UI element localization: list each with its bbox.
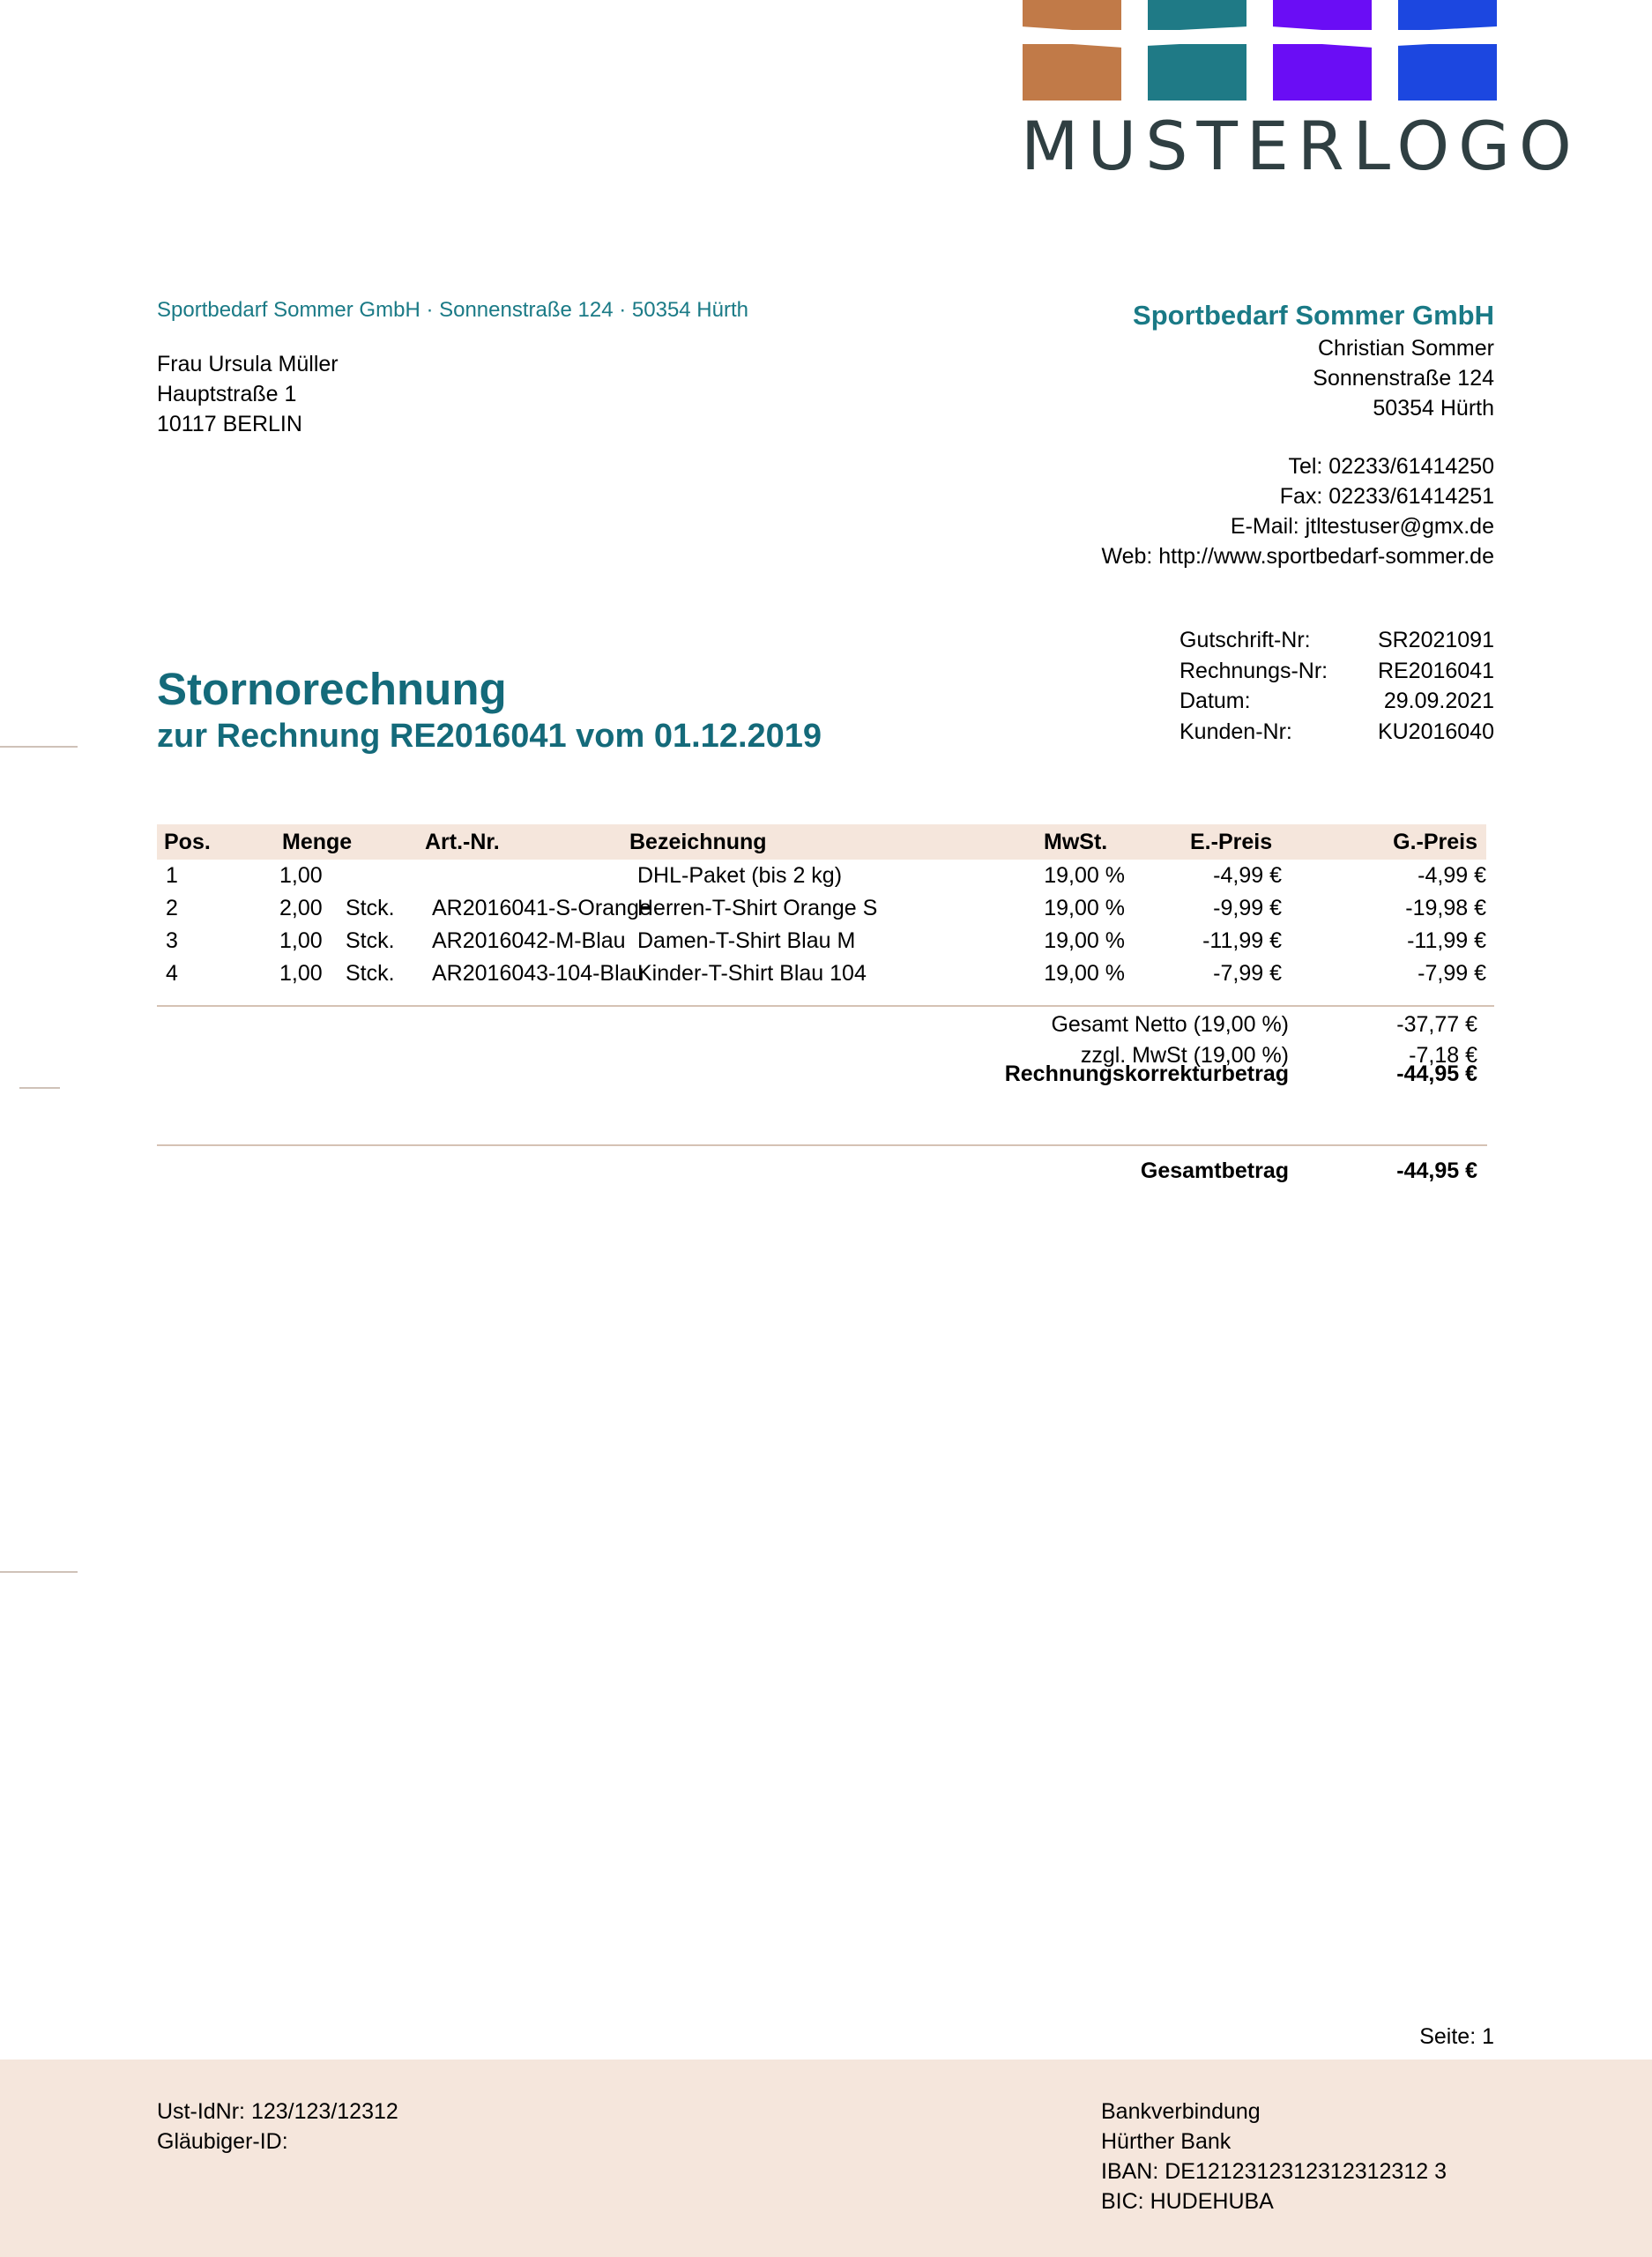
col-mwst: MwSt. bbox=[1044, 830, 1108, 854]
col-artnr: Art.-Nr. bbox=[425, 830, 500, 854]
cell-epreis: -9,99 € bbox=[1213, 896, 1282, 920]
page-footer bbox=[0, 2060, 1652, 2257]
table-row bbox=[157, 860, 1486, 892]
meta-label: Gutschrift-Nr: bbox=[1179, 628, 1311, 652]
logo-graphic-icon bbox=[1021, 0, 1497, 106]
cell-artnr: AR2016043-104-Blau bbox=[432, 961, 644, 986]
cell-bezeichnung: Damen-T-Shirt Blau M bbox=[637, 928, 856, 953]
cell-menge: 1,00 bbox=[279, 863, 323, 888]
company-contact: Christian Sommer bbox=[1317, 336, 1494, 361]
total-korrektur-value: -44,95 € bbox=[1396, 1061, 1477, 1086]
meta-rechnung bbox=[1179, 656, 1494, 687]
footer-bic: BIC: HUDEHUBA bbox=[1101, 2189, 1274, 2214]
cell-artnr: AR2016042-M-Blau bbox=[432, 928, 626, 953]
document-meta bbox=[1179, 625, 1494, 747]
cell-einheit: Stck. bbox=[346, 961, 395, 986]
recipient-city: 10117 BERLIN bbox=[157, 412, 302, 436]
cell-artnr: AR2016041-S-Orange bbox=[432, 896, 651, 920]
meta-value: KU2016040 bbox=[1377, 719, 1494, 744]
company-fax: Fax: 02233/61414251 bbox=[1279, 484, 1494, 509]
recipient-address bbox=[157, 349, 339, 439]
cell-epreis: -4,99 € bbox=[1213, 863, 1282, 888]
cell-epreis: -11,99 € bbox=[1202, 928, 1282, 953]
col-bezeichnung: Bezeichnung bbox=[629, 830, 767, 854]
footer-bank-info bbox=[1101, 2097, 1447, 2216]
cell-pos: 2 bbox=[166, 896, 178, 920]
col-gpreis: G.-Preis bbox=[1393, 830, 1477, 854]
punch-mark bbox=[19, 1087, 60, 1089]
company-info bbox=[1101, 298, 1494, 571]
total-gesamt-label: Gesamtbetrag bbox=[1140, 1158, 1289, 1183]
meta-datum bbox=[1179, 686, 1494, 717]
total-korrektur-label: Rechnungskorrekturbetrag bbox=[1004, 1061, 1289, 1086]
total-gesamt-value: -44,95 € bbox=[1396, 1158, 1477, 1183]
cell-mwst: 19,00 % bbox=[1044, 961, 1125, 986]
col-menge: Menge bbox=[282, 830, 353, 854]
footer-tax-info bbox=[157, 2097, 398, 2156]
company-logo bbox=[1021, 0, 1581, 185]
company-tel: Tel: 02233/61414250 bbox=[1288, 454, 1494, 479]
cell-menge: 2,00 bbox=[279, 896, 323, 920]
company-email: E-Mail: jtltestuser@gmx.de bbox=[1230, 514, 1494, 539]
col-epreis: E.-Preis bbox=[1190, 830, 1273, 854]
cell-pos: 3 bbox=[166, 928, 178, 953]
meta-gutschrift bbox=[1179, 625, 1494, 656]
logo-text: MUSTERLOGO bbox=[1021, 107, 1581, 185]
cell-epreis: -7,99 € bbox=[1213, 961, 1282, 986]
cell-bezeichnung: DHL-Paket (bis 2 kg) bbox=[637, 863, 843, 888]
cell-bezeichnung: Kinder-T-Shirt Blau 104 bbox=[637, 961, 867, 986]
cell-gpreis: -11,99 € bbox=[1407, 928, 1486, 953]
cell-gpreis: -19,98 € bbox=[1405, 896, 1486, 920]
cell-pos: 4 bbox=[166, 961, 178, 986]
company-web: Web: http://www.sportbedarf-sommer.de bbox=[1101, 544, 1494, 569]
document-title: Stornorechnung bbox=[157, 664, 507, 714]
total-netto-value: -37,77 € bbox=[1396, 1012, 1477, 1037]
table-divider bbox=[157, 1005, 1494, 1007]
totals-divider bbox=[157, 1144, 1487, 1146]
footer-bank-title: Bankverbindung bbox=[1101, 2099, 1261, 2124]
footer-glaeubiger: Gläubiger-ID: bbox=[157, 2129, 288, 2154]
meta-kunde bbox=[1179, 717, 1494, 748]
cell-menge: 1,00 bbox=[279, 961, 323, 986]
cell-mwst: 19,00 % bbox=[1044, 928, 1125, 953]
sender-return-address: Sportbedarf Sommer GmbH · Sonnenstraße 124 · 50354 Hürth bbox=[157, 298, 748, 322]
cell-bezeichnung: Herren-T-Shirt Orange S bbox=[637, 896, 878, 920]
cell-mwst: 19,00 % bbox=[1044, 896, 1125, 920]
recipient-street: Hauptstraße 1 bbox=[157, 382, 297, 406]
col-pos: Pos. bbox=[164, 830, 211, 854]
cell-menge: 1,00 bbox=[279, 928, 323, 953]
meta-label: Kunden-Nr: bbox=[1179, 719, 1292, 744]
meta-label: Rechnungs-Nr: bbox=[1179, 658, 1328, 683]
document-subtitle: zur Rechnung RE2016041 vom 01.12.2019 bbox=[157, 718, 822, 755]
cell-pos: 1 bbox=[166, 863, 178, 888]
cell-gpreis: -4,99 € bbox=[1418, 863, 1486, 888]
fold-mark-top bbox=[0, 746, 78, 748]
table-row bbox=[157, 892, 1486, 925]
total-mwst-value: -7,18 € bbox=[1409, 1043, 1477, 1068]
table-row bbox=[157, 925, 1486, 957]
footer-ust: Ust-IdNr: 123/123/12312 bbox=[157, 2099, 398, 2124]
cell-einheit: Stck. bbox=[346, 928, 395, 953]
cell-einheit: Stck. bbox=[346, 896, 395, 920]
recipient-name: Frau Ursula Müller bbox=[157, 352, 339, 376]
company-name: Sportbedarf Sommer GmbH bbox=[1133, 300, 1494, 331]
footer-bank-name: Hürther Bank bbox=[1101, 2129, 1232, 2154]
table-body bbox=[157, 860, 1486, 990]
meta-label: Datum: bbox=[1179, 689, 1251, 713]
meta-value: 29.09.2021 bbox=[1383, 689, 1494, 713]
fold-mark-bottom bbox=[0, 1571, 78, 1573]
cell-gpreis: -7,99 € bbox=[1418, 961, 1486, 986]
meta-value: SR2021091 bbox=[1377, 628, 1494, 652]
table-header bbox=[157, 824, 1486, 860]
table-row bbox=[157, 957, 1486, 990]
footer-iban: IBAN: DE1212312312312312312 3 bbox=[1101, 2159, 1447, 2184]
page-number: Seite: 1 bbox=[1419, 2024, 1494, 2049]
meta-value: RE2016041 bbox=[1377, 658, 1494, 683]
company-city: 50354 Hürth bbox=[1373, 396, 1494, 421]
company-street: Sonnenstraße 124 bbox=[1313, 366, 1494, 391]
total-netto-label: Gesamt Netto (19,00 %) bbox=[1051, 1012, 1289, 1037]
cell-mwst: 19,00 % bbox=[1044, 863, 1125, 888]
total-mwst-label: zzgl. MwSt (19,00 %) bbox=[1080, 1043, 1289, 1068]
